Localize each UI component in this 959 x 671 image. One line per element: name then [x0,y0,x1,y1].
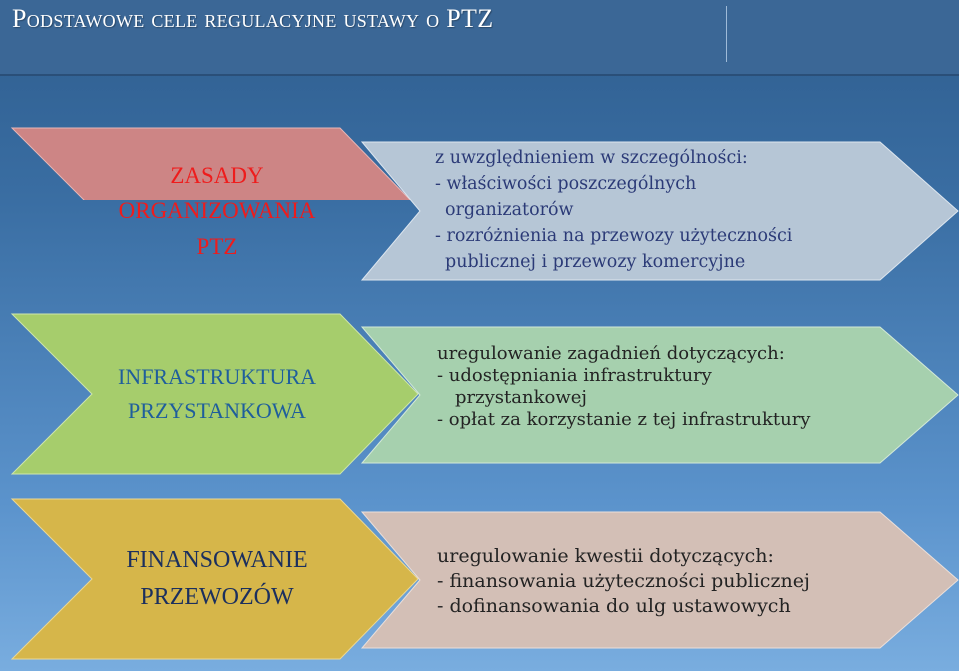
row1-label-line: PTZ [196,233,238,259]
row1-detail-line: organizatorów [445,200,574,220]
row3-label-line: FINANSOWANIE [126,546,308,573]
row1-label-line: ZASADY [170,162,264,188]
row2-label-line: PRZYSTANKOWA [128,398,306,423]
row2-detail-line: - udostępniania infrastruktury [437,365,712,386]
row1-detail-line: - właściwości poszczególnych [435,174,697,194]
row1-detail-line: publicznej i przewozy komercyjne [445,252,746,272]
row1-label-line: ORGANIZOWANIA [118,198,316,224]
row3-detail-line: uregulowanie kwestii dotyczących: [437,545,774,567]
row1-detail-line: - rozróżnienia na przewozy użyteczności [435,226,793,246]
row1-detail-line: z uwzględnieniem w szczególności: [435,148,748,168]
row2-detail-line: uregulowanie zagadnień dotyczących: [437,343,785,364]
row2-label-line: INFRASTRUKTURA [117,363,317,389]
row3-label-line: PRZEWOZÓW [140,584,294,610]
row3-details [437,544,810,619]
row3-detail-line: - dofinansowania do ulg ustawowych [437,595,791,617]
page-title: Podstawowe cele regulacyjne ustawy o PTZ [12,4,494,33]
row2-detail-line: - opłat za korzystanie z tej infrastruktury [437,409,811,430]
row3-detail-line: - finansowania użyteczności publicznej [437,570,810,592]
row2-detail-line: przystankowej [455,387,587,408]
row3-label [92,529,342,629]
